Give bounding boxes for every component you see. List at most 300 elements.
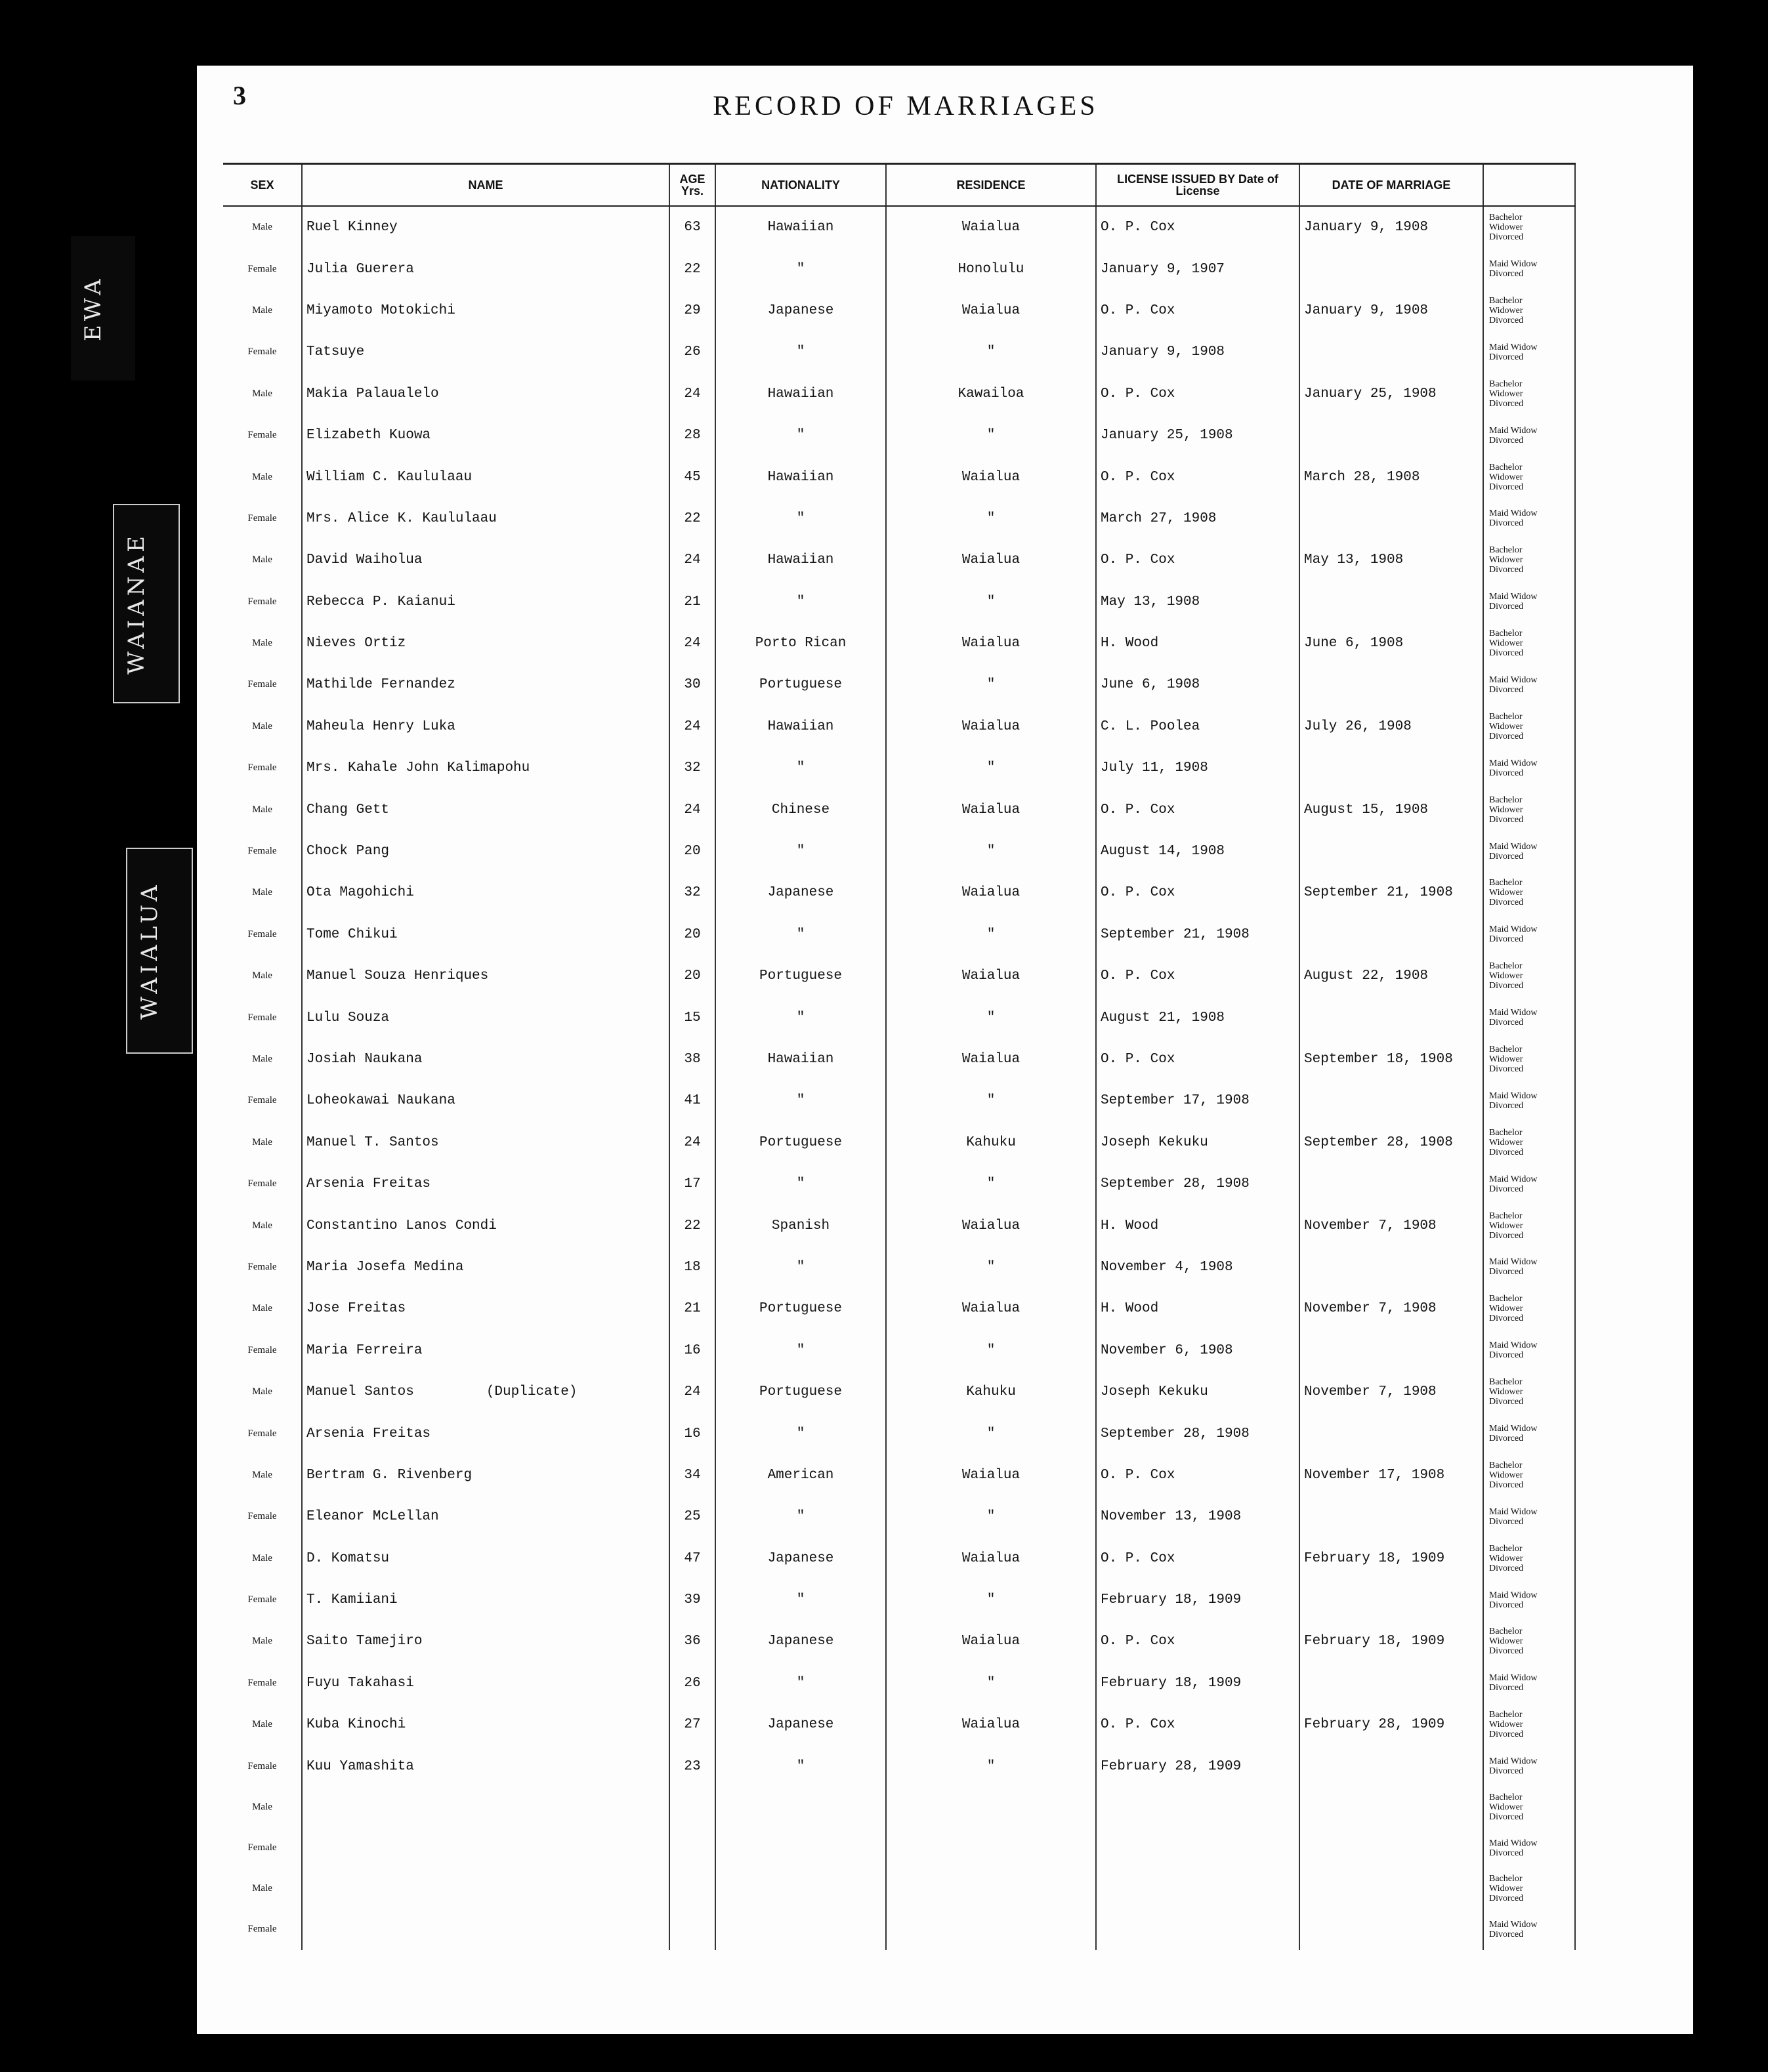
- cell-date: [1299, 248, 1483, 289]
- cell-license: Joseph Kekuku: [1096, 1371, 1299, 1413]
- cell-sex: Female: [247, 263, 277, 274]
- cell-license: H. Wood: [1096, 1205, 1299, 1246]
- cell-name: [302, 1330, 669, 1371]
- cell-license: C. L. Poolea: [1096, 706, 1299, 747]
- cell-date: [1299, 1163, 1483, 1205]
- cell-age: 20: [669, 831, 715, 872]
- cell-status: [1483, 1787, 1575, 1828]
- cell-nationality: Japanese: [715, 290, 886, 331]
- name-text: Manuel Santos: [306, 1384, 414, 1400]
- cell-name: [302, 1413, 669, 1454]
- table-row: [223, 1163, 1575, 1205]
- cell-age: 30: [669, 664, 715, 705]
- cell-residence: ": [886, 914, 1096, 955]
- cell-date: [1299, 1869, 1483, 1909]
- cell-nationality: ": [715, 1663, 886, 1704]
- cell-sex: Male: [252, 304, 272, 316]
- name-text: Mrs. Alice K. Kaululaau: [306, 510, 497, 526]
- cell-nationality: [715, 1869, 886, 1909]
- status-options: Maid Widow Divorced: [1489, 1174, 1538, 1194]
- cell-nationality: ": [715, 914, 886, 955]
- status-options: Maid Widow Divorced: [1489, 1424, 1538, 1444]
- cell-sex: Male: [252, 1883, 272, 1894]
- cell-nationality: Portuguese: [715, 1371, 886, 1413]
- cell-nationality: ": [715, 1330, 886, 1371]
- cell-status: [1483, 1163, 1575, 1205]
- cell-sex: Male: [252, 638, 272, 649]
- cell-status: [1483, 498, 1575, 539]
- cell-status: [1483, 831, 1575, 872]
- cell-age: 26: [669, 1663, 715, 1704]
- cell-license: [1096, 1828, 1299, 1869]
- cell-name: [302, 831, 669, 872]
- cell-date: February 28, 1909: [1299, 1704, 1483, 1745]
- name-text: Bertram G. Rivenberg: [306, 1467, 473, 1483]
- cell-license: November 13, 1908: [1096, 1496, 1299, 1537]
- cell-name: [302, 290, 669, 331]
- cell-nationality: Hawaiian: [715, 539, 886, 581]
- table-row: [223, 1621, 1575, 1662]
- table-row: [223, 1288, 1575, 1329]
- cell-nationality: Chinese: [715, 789, 886, 830]
- table-row: [223, 1039, 1575, 1080]
- cell-sex: Male: [252, 720, 272, 732]
- cell-nationality: Spanish: [715, 1205, 886, 1246]
- cell-name: [302, 1163, 669, 1205]
- status-options: Bachelor Widower Divorced: [1489, 295, 1524, 325]
- cell-age: 20: [669, 955, 715, 997]
- cell-name: [302, 1205, 669, 1246]
- cell-date: [1299, 997, 1483, 1038]
- table-row: [223, 1080, 1575, 1121]
- name-text: Jose Freitas: [306, 1301, 406, 1317]
- status-options: Bachelor Widower Divorced: [1489, 1710, 1524, 1740]
- cell-status: [1483, 206, 1575, 248]
- cell-nationality: ": [715, 747, 886, 789]
- col-nationality: NATIONALITY: [715, 164, 886, 207]
- cell-age: 22: [669, 498, 715, 539]
- name-text: Ota Magohichi: [306, 885, 414, 901]
- cell-name: [302, 1869, 669, 1909]
- status-options: Bachelor Widower Divorced: [1489, 878, 1524, 908]
- cell-age: 20: [669, 914, 715, 955]
- cell-nationality: Portuguese: [715, 955, 886, 997]
- cell-residence: Waialua: [886, 539, 1096, 581]
- name-text: Maheula Henry Luka: [306, 718, 455, 734]
- cell-license: September 17, 1908: [1096, 1080, 1299, 1121]
- cell-name: [302, 1745, 669, 1787]
- cell-age: 24: [669, 373, 715, 415]
- cell-date: November 17, 1908: [1299, 1455, 1483, 1496]
- cell-residence: Waialua: [886, 789, 1096, 830]
- cell-residence: Waialua: [886, 290, 1096, 331]
- table-row: [223, 1828, 1575, 1869]
- cell-nationality: [715, 1828, 886, 1869]
- cell-date: [1299, 1330, 1483, 1371]
- cell-status: [1483, 1704, 1575, 1745]
- cell-residence: ": [886, 831, 1096, 872]
- status-options: Maid Widow Divorced: [1489, 592, 1538, 612]
- page-number: 3: [233, 81, 246, 110]
- cell-residence: Kahuku: [886, 1122, 1096, 1163]
- cell-name: [302, 1538, 669, 1579]
- cell-sex: Male: [252, 1220, 272, 1231]
- cell-date: January 9, 1908: [1299, 290, 1483, 331]
- cell-residence: ": [886, 1330, 1096, 1371]
- table-row: [223, 1909, 1575, 1950]
- header-row: [223, 164, 1575, 207]
- cell-age: 24: [669, 539, 715, 581]
- name-text: Julia Guerera: [306, 261, 414, 277]
- cell-license: September 28, 1908: [1096, 1413, 1299, 1454]
- cell-residence: Waialua: [886, 206, 1096, 248]
- name-text: Mrs. Kahale John Kalimapohu: [306, 760, 530, 776]
- cell-age: 63: [669, 206, 715, 248]
- cell-age: 16: [669, 1330, 715, 1371]
- cell-sex: Female: [247, 1095, 277, 1106]
- cell-status: [1483, 664, 1575, 705]
- name-text: William C. Kaululaau: [306, 469, 473, 485]
- cell-nationality: ": [715, 498, 886, 539]
- cell-sex: Female: [247, 430, 277, 441]
- cell-name: [302, 872, 669, 913]
- cell-date: [1299, 1663, 1483, 1704]
- cell-license: February 18, 1909: [1096, 1663, 1299, 1704]
- name-text: Eleanor McLellan: [306, 1509, 439, 1525]
- status-options: Maid Widow Divorced: [1489, 1090, 1538, 1111]
- table-row: [223, 290, 1575, 331]
- table-row: [223, 498, 1575, 539]
- name-text: Loheokawai Naukana: [306, 1093, 455, 1109]
- cell-residence: Waialua: [886, 1039, 1096, 1080]
- cell-residence: Waialua: [886, 1205, 1096, 1246]
- cell-age: 41: [669, 1080, 715, 1121]
- cell-residence: Waialua: [886, 456, 1096, 497]
- cell-residence: ": [886, 1579, 1096, 1621]
- cell-status: [1483, 1828, 1575, 1869]
- cell-residence: ": [886, 1745, 1096, 1787]
- cell-nationality: ": [715, 331, 886, 373]
- cell-age: 22: [669, 248, 715, 289]
- cell-license: O. P. Cox: [1096, 1704, 1299, 1745]
- name-text: Kuu Yamashita: [306, 1758, 414, 1774]
- status-options: Maid Widow Divorced: [1489, 1008, 1538, 1028]
- cell-license: November 4, 1908: [1096, 1247, 1299, 1288]
- cell-status: [1483, 1745, 1575, 1787]
- cell-license: O. P. Cox: [1096, 290, 1299, 331]
- cell-age: [669, 1909, 715, 1950]
- status-options: Bachelor Widower Divorced: [1489, 379, 1524, 409]
- cell-nationality: ": [715, 831, 886, 872]
- table-row: [223, 747, 1575, 789]
- cell-age: 47: [669, 1538, 715, 1579]
- cell-date: [1299, 1828, 1483, 1869]
- cell-sex: Female: [247, 1594, 277, 1606]
- cell-nationality: ": [715, 1579, 886, 1621]
- status-options: Bachelor Widower Divorced: [1489, 213, 1524, 243]
- cell-license: August 21, 1908: [1096, 997, 1299, 1038]
- cell-residence: Kawailoa: [886, 373, 1096, 415]
- cell-status: [1483, 415, 1575, 456]
- cell-nationality: Hawaiian: [715, 706, 886, 747]
- status-options: Bachelor Widower Divorced: [1489, 961, 1524, 991]
- cell-license: March 27, 1908: [1096, 498, 1299, 539]
- cell-license: O. P. Cox: [1096, 872, 1299, 913]
- cell-nationality: American: [715, 1455, 886, 1496]
- col-age: AGE Yrs.: [669, 164, 715, 207]
- cell-age: 22: [669, 1205, 715, 1246]
- cell-age: 32: [669, 872, 715, 913]
- cell-name: [302, 1288, 669, 1329]
- cell-sex: Female: [247, 1012, 277, 1023]
- status-options: Maid Widow Divorced: [1489, 508, 1538, 529]
- col-license: LICENSE ISSUED BY Date of License: [1096, 164, 1299, 207]
- cell-license: September 21, 1908: [1096, 914, 1299, 955]
- name-text: Arsenia Freitas: [306, 1426, 431, 1441]
- cell-status: [1483, 706, 1575, 747]
- status-options: Maid Widow Divorced: [1489, 1673, 1538, 1693]
- cell-date: November 7, 1908: [1299, 1205, 1483, 1246]
- cell-residence: ": [886, 747, 1096, 789]
- status-options: Maid Widow Divorced: [1489, 674, 1538, 695]
- cell-residence: ": [886, 1663, 1096, 1704]
- table-row: [223, 331, 1575, 373]
- cell-name: [302, 1704, 669, 1745]
- cell-nationality: Hawaiian: [715, 206, 886, 248]
- cell-name: [302, 415, 669, 456]
- name-text: Maria Josefa Medina: [306, 1259, 464, 1275]
- table-row: [223, 1869, 1575, 1909]
- cell-date: November 7, 1908: [1299, 1288, 1483, 1329]
- cell-age: 36: [669, 1621, 715, 1662]
- cell-residence: Waialua: [886, 1455, 1096, 1496]
- cell-sex: Male: [252, 1054, 272, 1064]
- cell-date: August 15, 1908: [1299, 789, 1483, 830]
- cell-residence: ": [886, 498, 1096, 539]
- cell-license: O. P. Cox: [1096, 373, 1299, 415]
- table-row: [223, 1371, 1575, 1413]
- cell-date: May 13, 1908: [1299, 539, 1483, 581]
- cell-sex: Male: [252, 1636, 272, 1647]
- status-options: Bachelor Widower Divorced: [1489, 1045, 1524, 1074]
- cell-name: [302, 1663, 669, 1704]
- cell-license: May 13, 1908: [1096, 581, 1299, 623]
- cell-date: June 6, 1908: [1299, 623, 1483, 664]
- cell-license: June 6, 1908: [1096, 664, 1299, 705]
- cell-sex: Female: [247, 1261, 277, 1272]
- duplicate-note: (Duplicate): [486, 1384, 578, 1400]
- cell-residence: ": [886, 1080, 1096, 1121]
- cell-date: [1299, 831, 1483, 872]
- cell-status: [1483, 1496, 1575, 1537]
- cell-nationality: Portuguese: [715, 1122, 886, 1163]
- cell-sex: Male: [252, 970, 272, 982]
- cell-license: February 18, 1909: [1096, 1579, 1299, 1621]
- status-options: Maid Widow Divorced: [1489, 758, 1538, 778]
- cell-sex: Male: [252, 804, 272, 815]
- status-options: Bachelor Widower Divorced: [1489, 1792, 1524, 1823]
- cell-license: August 14, 1908: [1096, 831, 1299, 872]
- table-row: [223, 1538, 1575, 1579]
- cell-sex: Female: [247, 512, 277, 524]
- cell-date: January 9, 1908: [1299, 206, 1483, 248]
- cell-age: 24: [669, 789, 715, 830]
- marriage-register-table: [223, 163, 1576, 1950]
- cell-status: [1483, 1455, 1575, 1496]
- cell-date: [1299, 1413, 1483, 1454]
- status-options: Bachelor Widower Divorced: [1489, 1627, 1524, 1657]
- cell-age: [669, 1828, 715, 1869]
- cell-date: September 28, 1908: [1299, 1122, 1483, 1163]
- cell-status: [1483, 1663, 1575, 1704]
- cell-name: [302, 331, 669, 373]
- cell-name: [302, 248, 669, 289]
- table-row: [223, 914, 1575, 955]
- cell-name: [302, 373, 669, 415]
- cell-residence: ": [886, 415, 1096, 456]
- cell-age: 15: [669, 997, 715, 1038]
- tab-waialua: WAIALUA: [126, 848, 193, 1054]
- cell-name: [302, 914, 669, 955]
- cell-name: [302, 706, 669, 747]
- cell-nationality: [715, 1909, 886, 1950]
- cell-nationality: Japanese: [715, 1538, 886, 1579]
- cell-license: H. Wood: [1096, 1288, 1299, 1329]
- cell-license: O. P. Cox: [1096, 955, 1299, 997]
- cell-residence: ": [886, 1496, 1096, 1537]
- cell-age: 24: [669, 1371, 715, 1413]
- cell-nationality: Hawaiian: [715, 1039, 886, 1080]
- cell-sex: Female: [247, 928, 277, 940]
- cell-residence: ": [886, 1413, 1096, 1454]
- cell-sex: Male: [252, 1552, 272, 1564]
- cell-age: 17: [669, 1163, 715, 1205]
- cell-sex: Male: [252, 1469, 272, 1480]
- cell-age: 24: [669, 623, 715, 664]
- name-text: Constantino Lanos Condi: [306, 1218, 497, 1233]
- cell-nationality: Porto Rican: [715, 623, 886, 664]
- cell-license: February 28, 1909: [1096, 1745, 1299, 1787]
- cell-date: [1299, 1579, 1483, 1621]
- cell-status: [1483, 373, 1575, 415]
- tab-waianae: WAIANAE: [113, 504, 180, 703]
- cell-residence: [886, 1869, 1096, 1909]
- name-text: Mathilde Fernandez: [306, 677, 455, 693]
- cell-name: [302, 1247, 669, 1288]
- cell-residence: [886, 1828, 1096, 1869]
- table-row: [223, 1455, 1575, 1496]
- status-options: Bachelor Widower Divorced: [1489, 629, 1524, 659]
- cell-license: O. P. Cox: [1096, 1039, 1299, 1080]
- cell-status: [1483, 1579, 1575, 1621]
- cell-nationality: Japanese: [715, 1704, 886, 1745]
- cell-nationality: Hawaiian: [715, 373, 886, 415]
- cell-sex: Male: [252, 1802, 272, 1813]
- table-row: [223, 831, 1575, 872]
- cell-status: [1483, 1371, 1575, 1413]
- cell-status: [1483, 1122, 1575, 1163]
- cell-date: February 18, 1909: [1299, 1621, 1483, 1662]
- status-options: Bachelor Widower Divorced: [1489, 1377, 1524, 1407]
- cell-name: [302, 1455, 669, 1496]
- status-options: Maid Widow Divorced: [1489, 1340, 1538, 1361]
- cell-age: 28: [669, 415, 715, 456]
- cell-name: [302, 664, 669, 705]
- status-options: Maid Widow Divorced: [1489, 1756, 1538, 1777]
- cell-sex: Female: [247, 1760, 277, 1772]
- cell-residence: Waialua: [886, 872, 1096, 913]
- cell-date: [1299, 581, 1483, 623]
- cell-age: 38: [669, 1039, 715, 1080]
- cell-residence: Waialua: [886, 706, 1096, 747]
- cell-nationality: ": [715, 1247, 886, 1288]
- table-row: [223, 415, 1575, 456]
- cell-residence: Waialua: [886, 1621, 1096, 1662]
- cell-license: January 9, 1907: [1096, 248, 1299, 289]
- status-options: Bachelor Widower Divorced: [1489, 795, 1524, 825]
- status-options: Bachelor Widower Divorced: [1489, 545, 1524, 575]
- cell-status: [1483, 1869, 1575, 1909]
- cell-residence: ": [886, 1163, 1096, 1205]
- cell-residence: [886, 1787, 1096, 1828]
- cell-status: [1483, 997, 1575, 1038]
- cell-age: 18: [669, 1247, 715, 1288]
- cell-nationality: [715, 1787, 886, 1828]
- cell-status: [1483, 1330, 1575, 1371]
- cell-name: [302, 539, 669, 581]
- cell-sex: Male: [252, 1136, 272, 1148]
- cell-date: January 25, 1908: [1299, 373, 1483, 415]
- table-row: [223, 539, 1575, 581]
- cell-status: [1483, 955, 1575, 997]
- table-row: [223, 623, 1575, 664]
- name-text: Manuel Souza Henriques: [306, 968, 489, 984]
- name-text: T. Kamiiani: [306, 1592, 398, 1608]
- cell-status: [1483, 581, 1575, 623]
- cell-status: [1483, 290, 1575, 331]
- cell-age: 29: [669, 290, 715, 331]
- cell-license: Joseph Kekuku: [1096, 1122, 1299, 1163]
- cell-nationality: ": [715, 415, 886, 456]
- name-text: Josiah Naukana: [306, 1052, 423, 1067]
- table-row: [223, 664, 1575, 705]
- cell-nationality: ": [715, 581, 886, 623]
- cell-license: H. Wood: [1096, 623, 1299, 664]
- table-row: [223, 1247, 1575, 1288]
- cell-age: 34: [669, 1455, 715, 1496]
- cell-license: [1096, 1909, 1299, 1950]
- name-text: Makia Palaualelo: [306, 386, 439, 402]
- status-options: Bachelor Widower Divorced: [1489, 1294, 1524, 1324]
- cell-name: [302, 1496, 669, 1537]
- cell-age: 16: [669, 1413, 715, 1454]
- cell-status: [1483, 1247, 1575, 1288]
- cell-status: [1483, 1621, 1575, 1662]
- cell-license: [1096, 1787, 1299, 1828]
- cell-name: [302, 1039, 669, 1080]
- cell-license: July 11, 1908: [1096, 747, 1299, 789]
- table-row: [223, 997, 1575, 1038]
- status-options: Maid Widow Divorced: [1489, 841, 1538, 861]
- cell-date: July 26, 1908: [1299, 706, 1483, 747]
- name-text: Manuel T. Santos: [306, 1134, 439, 1150]
- cell-status: [1483, 1909, 1575, 1950]
- cell-sex: Female: [247, 1924, 277, 1935]
- cell-residence: ": [886, 581, 1096, 623]
- cell-residence: ": [886, 664, 1096, 705]
- cell-sex: Male: [252, 388, 272, 399]
- cell-sex: Female: [247, 596, 277, 607]
